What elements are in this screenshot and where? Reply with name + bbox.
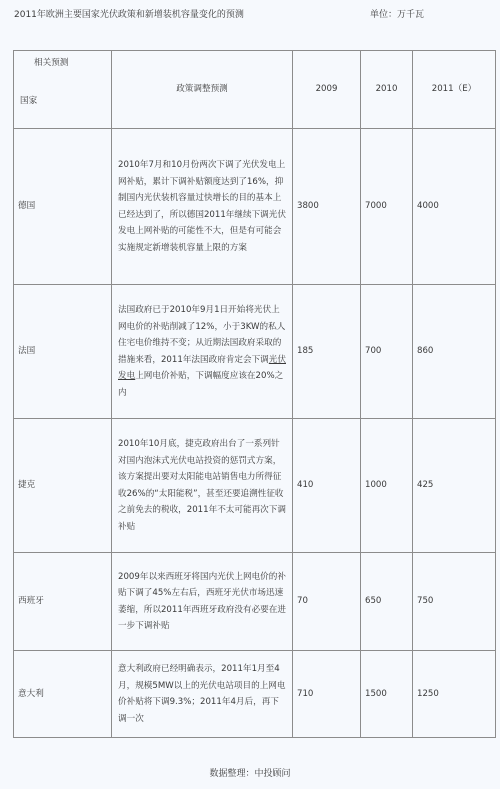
value-2011: 425 <box>413 419 496 553</box>
source-footer: 数据整理：中投顾问 <box>209 769 291 779</box>
value-2010: 1000 <box>361 419 413 553</box>
value-2009: 710 <box>293 651 361 738</box>
country-cell: 西班牙 <box>14 553 112 651</box>
policy-text-a: 法国政府已于2010年9月1日开始将光伏上网电价的补贴削减了12%，小于3KW的私人住宅电价维持不变；从近期法国政府采取的措施来看，2011年法国政府肯定会下调 <box>118 305 286 365</box>
forecast-table <box>13 50 496 738</box>
country-cell: 法国 <box>14 285 112 419</box>
header-policy: 政策调整预测 <box>112 51 293 129</box>
country-cell: 意大利 <box>14 651 112 738</box>
policy-cell <box>112 285 293 419</box>
country-cell: 德国 <box>14 129 112 285</box>
country-cell: 捷克 <box>14 419 112 553</box>
table-row <box>14 285 496 419</box>
header-corner-cell <box>14 51 112 129</box>
header-2010: 2010 <box>361 51 413 129</box>
policy-text-b: 上网电价补贴，下调幅度应该在20%之内 <box>118 371 284 398</box>
policy-cell: 意大利政府已经明确表示，2011年1月至4月，规模5MW以上的光伏电站项目的上网电价补贴将下调9.3%；2011年4月后，再下调一次 <box>112 651 293 738</box>
value-2011: 860 <box>413 285 496 419</box>
table-header-row <box>14 51 496 129</box>
header-2009: 2009 <box>293 51 361 129</box>
value-2009: 70 <box>293 553 361 651</box>
header-2011: 2011（E） <box>413 51 496 129</box>
table-row <box>14 651 496 738</box>
page-title: 2011年欧洲主要国家光伏政策和新增装机容量变化的预测 <box>14 9 244 20</box>
value-2011: 750 <box>413 553 496 651</box>
value-2009: 410 <box>293 419 361 553</box>
header-corner-bottom: 国家 <box>20 96 38 106</box>
table-row <box>14 553 496 651</box>
value-2009: 185 <box>293 285 361 419</box>
value-2010: 650 <box>361 553 413 651</box>
value-2010: 1500 <box>361 651 413 738</box>
value-2010: 700 <box>361 285 413 419</box>
table-row <box>14 419 496 553</box>
table-row <box>14 129 496 285</box>
value-2009: 3800 <box>293 129 361 285</box>
value-2011: 1250 <box>413 651 496 738</box>
policy-cell: 2009年以来西班牙将国内光伏上网电价的补贴下调了45%左右后，西班牙光伏市场迅速萎缩，所以2011年西班牙政府没有必要在进一步下调补贴 <box>112 553 293 651</box>
header-corner-top: 相关预测 <box>34 58 69 68</box>
title-bar <box>14 6 494 20</box>
policy-cell: 2010年10月底，捷克政府出台了一系列针对国内泡沫式光伏电站投资的惩罚式方案，该方案提出要对太阳能电站销售电力所得征收26%的“太阳能税”，甚至还要追溯性征收之前免去的税收，2011年不太可能再次下调补贴 <box>112 419 293 553</box>
policy-link[interactable]: 光伏发电 <box>118 354 286 381</box>
unit-label: 单位：万千瓦 <box>370 9 425 20</box>
value-2011: 4000 <box>413 129 496 285</box>
value-2010: 7000 <box>361 129 413 285</box>
policy-cell: 2010年7月和10月份两次下调了光伏发电上网补贴，累计下调补贴额度达到了16%，抑制国内光伏装机容量过快增长的目的基本上已经达到了，所以德国2011年继续下调光伏发电上网补贴的可能性不大，但是有可能会实施规定新增装机容量上限的方案 <box>112 129 293 285</box>
